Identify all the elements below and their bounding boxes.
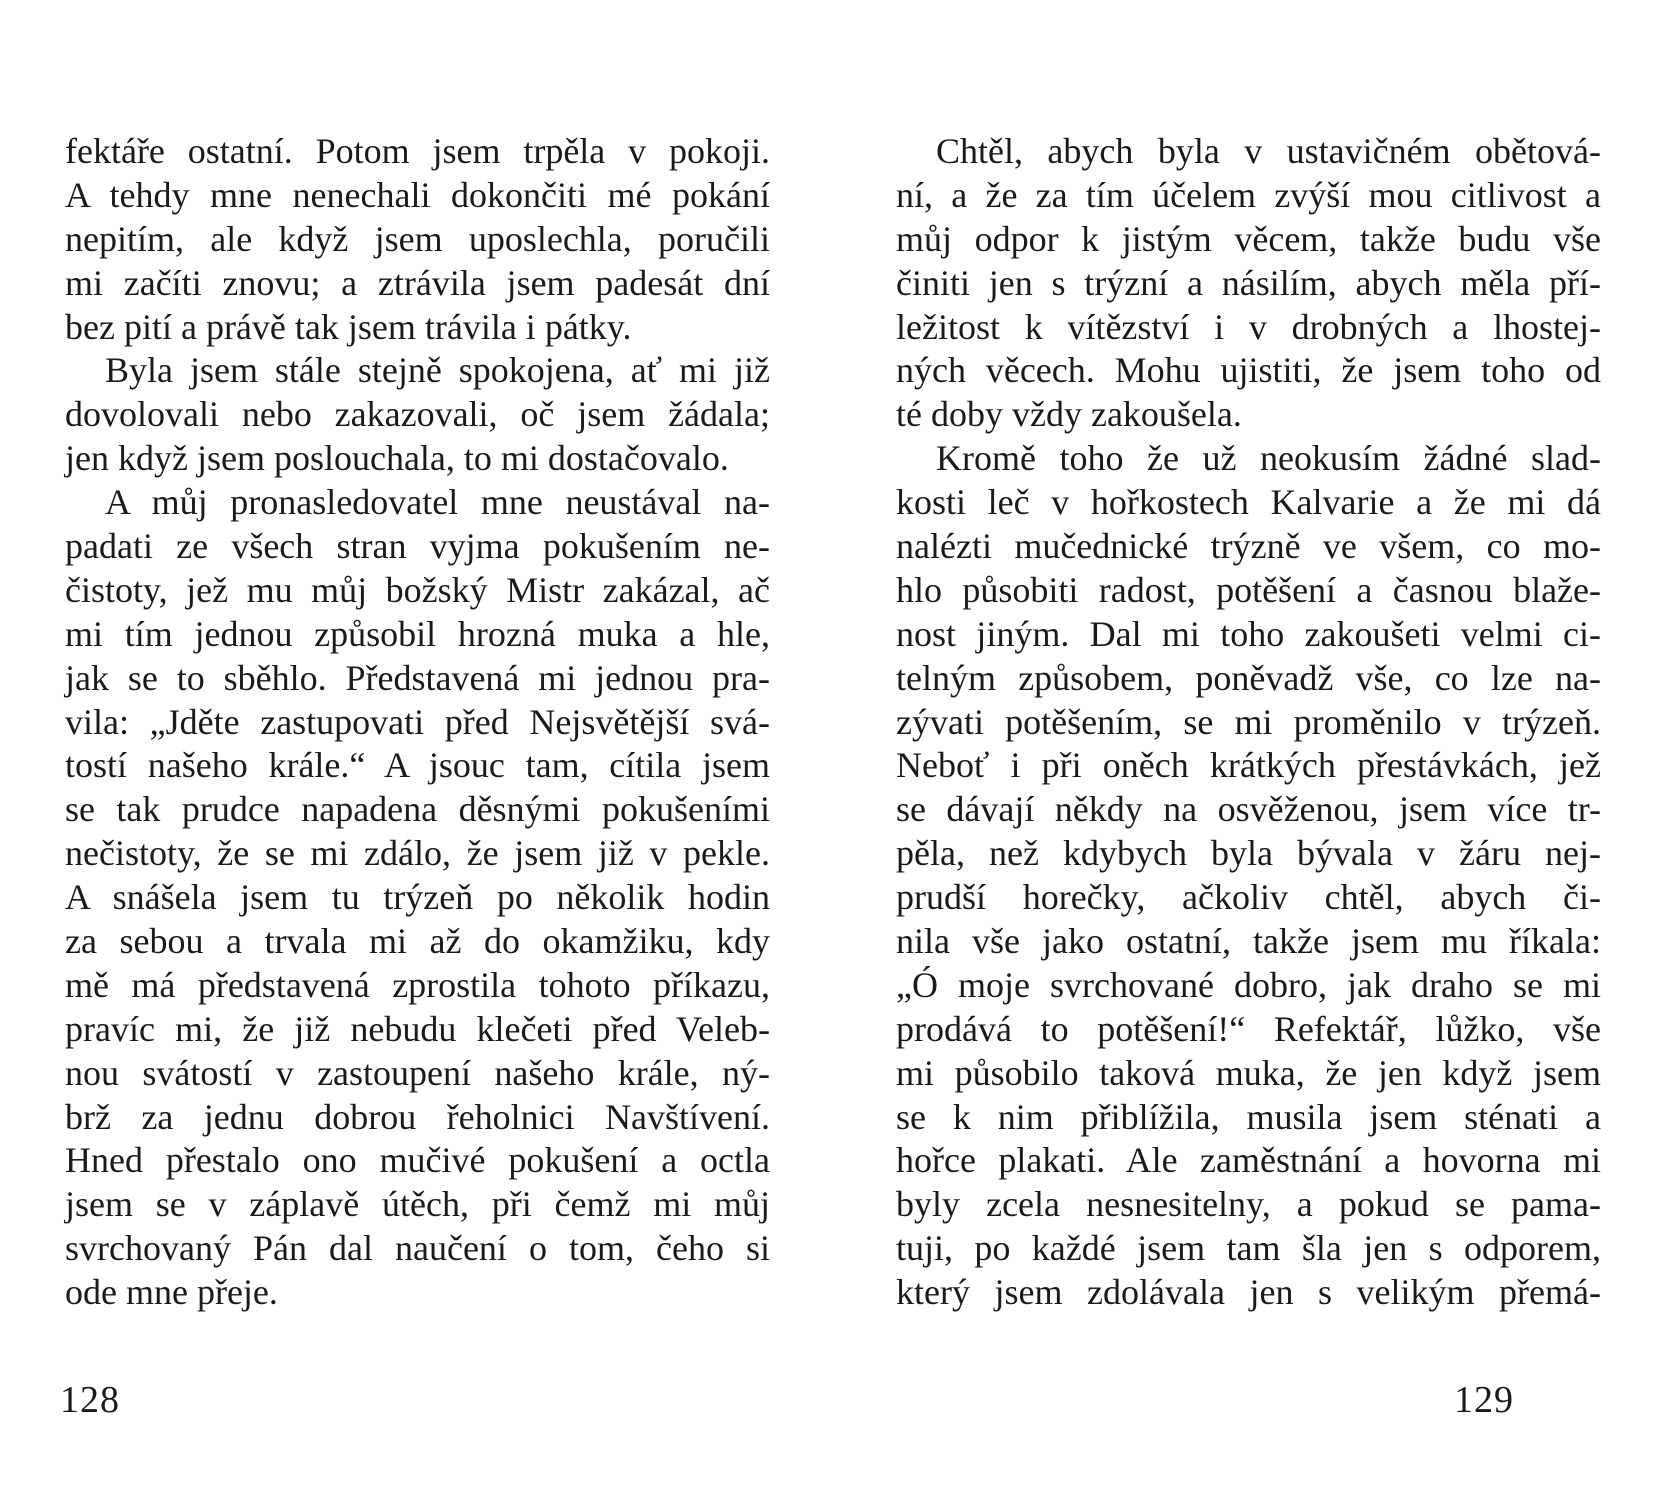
text-line: Byla jsem stále stejně spokojena, ať mi již	[105, 350, 770, 391]
text-line: Neboť i při oněch krátkých přestávkách, jež	[896, 745, 1601, 786]
text-line: nou svátostí v zastoupení našeho krále, ný-	[65, 1052, 770, 1093]
page-number-left: 128	[60, 1379, 120, 1421]
page-number-right: 129	[1454, 1379, 1514, 1421]
text-line: mi začíti znovu; a ztrávila jsem padesát dní	[65, 262, 770, 303]
text-line: jak se to sběhlo. Představená mi jednou pra-	[65, 657, 770, 698]
text-line: který jsem zdolávala jen s velikým přemá-	[896, 1272, 1601, 1313]
text-line: svrchovaný Pán dal naučení o tom, čeho si	[65, 1228, 770, 1269]
text-line: ležitost k vítězství i v drobných a lhostej-	[896, 306, 1601, 347]
text-line: kosti leč v hořkostech Kalvarie a že mi dá	[896, 482, 1601, 523]
text-line: mi působilo taková muka, že jen když jsem	[896, 1052, 1601, 1093]
text-line: tostí našeho krále.“ A jsouc tam, cítila jsem	[65, 745, 770, 786]
text-line: byly zcela nesnesitelny, a pokud se pama-	[896, 1184, 1601, 1225]
text-line: ode mne přeje.	[65, 1272, 278, 1313]
text-line: Kromě toho že už neokusím žádné slad-	[936, 438, 1601, 479]
text-line: A snášela jsem tu trýzeň po několik hodin	[65, 877, 770, 918]
right-page	[827, 0, 1654, 1500]
text-line: za sebou a trvala mi až do okamžiku, kdy	[65, 921, 770, 962]
text-line: ní, a že za tím účelem zvýší mou citlivost a	[896, 174, 1601, 215]
text-line: mě má představená zprostila tohoto příkazu,	[65, 964, 770, 1005]
text-line: mi tím jednou způsobil hrozná muka a hle,	[65, 613, 770, 654]
text-line: pěla, než kdybych byla bývala v žáru nej-	[896, 833, 1601, 874]
text-line: čistoty, jež mu můj božský Mistr zakázal, ač	[65, 569, 770, 610]
text-line: můj odpor k jistým věcem, takže budu vše	[896, 218, 1601, 259]
right-page-text	[896, 130, 1601, 1315]
text-line: padati ze všech stran vyjma pokušením ne-	[65, 526, 770, 567]
text-line: nalézti mučednické trýzně ve všem, co mo-	[896, 526, 1601, 567]
text-line: ných věcech. Mohu ujistiti, že jsem toho od	[896, 350, 1601, 391]
text-line: té doby vždy zakoušela.	[896, 394, 1242, 435]
text-line: pravíc mi, že již nebudu klečeti před Veleb-	[65, 1008, 770, 1049]
text-line: jen když jsem poslouchala, to mi dostačovalo.	[65, 438, 729, 479]
text-line: Chtěl, abych byla v ustavičném obětová-	[936, 131, 1601, 171]
text-line: činiti jen s trýzní a násilím, abych měla pří-	[896, 262, 1601, 303]
text-line: se tak prudce napadena děsnými pokušeními	[65, 789, 770, 830]
text-line: A můj pronasledovatel mne neustával na-	[105, 482, 770, 523]
text-line: Hned přestalo ono mučivé pokušení a octla	[65, 1140, 770, 1181]
text-line: prudší horečky, ačkoliv chtěl, abych či-	[896, 877, 1601, 918]
text-line: nečistoty, že se mi zdálo, že jsem již v pekle.	[65, 833, 770, 874]
text-line: telným způsobem, poněvadž vše, co lze na-	[896, 657, 1601, 698]
text-line: hořce plakati. Ale zaměstnání a hovorna mi	[896, 1140, 1601, 1181]
text-line: brž za jednu dobrou řeholnici Navštívení.	[65, 1096, 770, 1137]
text-line: nepitím, ale když jsem uposlechla, poručili	[65, 218, 770, 259]
text-line: nila vše jako ostatní, takže jsem mu říkala:	[896, 921, 1601, 962]
text-line: A tehdy mne nenechali dokončiti mé pokání	[65, 174, 770, 215]
text-line: hlo působiti radost, potěšení a časnou blaže-	[896, 569, 1601, 610]
text-line: bez pití a právě tak jsem trávila i pátky.	[65, 306, 632, 347]
text-line: tuji, po každé jsem tam šla jen s odporem,	[896, 1228, 1601, 1269]
text-line: se dávají někdy na osvěženou, jsem více tr-	[896, 789, 1601, 830]
text-line: fektáře ostatní. Potom jsem trpěla v pokoji.	[65, 131, 770, 171]
text-line: „Ó moje svrchované dobro, jak draho se mi	[896, 964, 1601, 1005]
left-page-text	[65, 130, 770, 1315]
text-line: prodává to potěšení!“ Refektář, lůžko, vše	[896, 1008, 1601, 1049]
text-line: nost jiným. Dal mi toho zakoušeti velmi ci-	[896, 613, 1601, 654]
text-line: jsem se v záplavě útěch, při čemž mi můj	[65, 1184, 770, 1225]
text-line: zývati potěšením, se mi proměnilo v trýzeň.	[896, 701, 1601, 742]
text-line: se k nim přiblížila, musila jsem sténati a	[896, 1096, 1601, 1137]
text-line: dovolovali nebo zakazovali, oč jsem žádala;	[65, 394, 770, 435]
text-line: vila: „Jděte zastupovati před Nejsvětější svá-	[65, 701, 770, 742]
